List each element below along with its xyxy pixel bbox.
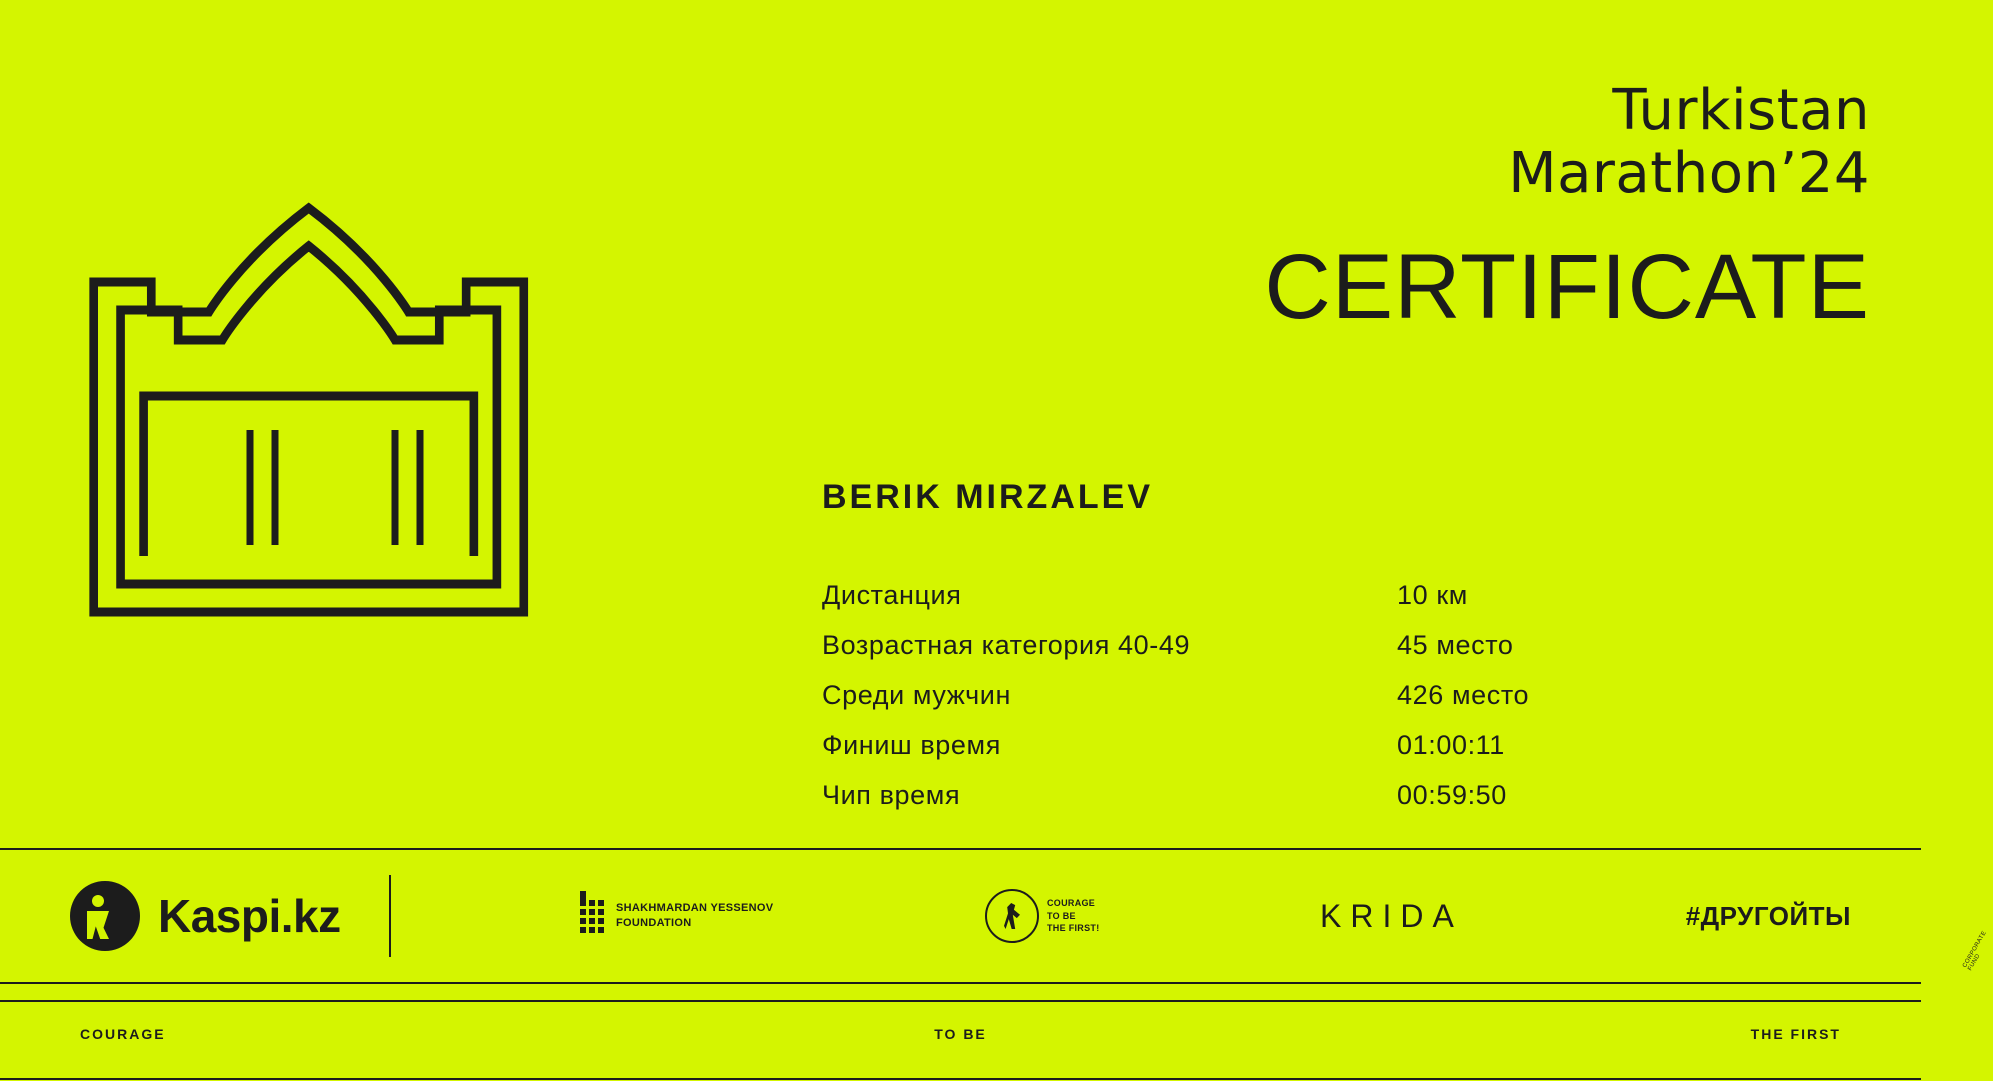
results-table: [822, 570, 1622, 820]
sponsor-bar: [0, 848, 1988, 984]
sponsor-yessenov-foundation: [580, 900, 773, 933]
result-label: Среди мужчин: [822, 680, 1011, 710]
sponsor-krida: KRIDA: [1320, 897, 1463, 934]
courage-fund-logo-icon: [985, 889, 1039, 943]
result-value: 00:59:50: [1397, 780, 1507, 810]
result-value: 01:00:11: [1397, 730, 1505, 760]
courage-fund-wordmark: [1047, 897, 1100, 935]
table-row: [822, 720, 1622, 770]
courage-line3: THE FIRST!: [1047, 923, 1100, 934]
table-row: [822, 670, 1622, 720]
certificate-heading-block: [800, 78, 1870, 339]
footer-center-text: TO BE: [934, 1026, 987, 1042]
yessenov-logo-icon: [580, 900, 604, 933]
result-value: 426 место: [1397, 680, 1530, 710]
courage-fund-curve-text: CORPORATE FUND: [1962, 930, 1988, 972]
yessenov-line2: FOUNDATION: [616, 917, 692, 929]
result-label: Возрастная категория 40-49: [822, 630, 1191, 660]
result-label: Чип время: [822, 780, 961, 810]
event-title: [800, 80, 1870, 205]
certificate-word: CERTIFICATE: [1264, 236, 1870, 339]
athlete-name: BERIK MIRZALEV: [822, 478, 1153, 516]
kaspi-logo-icon: [70, 881, 140, 951]
yessenov-wordmark: [616, 901, 773, 931]
footer-divider-bottom: [0, 1078, 1921, 1080]
result-label: Дистанция: [822, 580, 962, 610]
table-row: [822, 770, 1622, 820]
footer-right-text: THE FIRST: [1750, 1026, 1841, 1042]
table-row: [822, 620, 1622, 670]
sponsor-kaspi: [70, 881, 341, 951]
footer-divider-top: [0, 1000, 1921, 1002]
event-title-line1: Turkistan: [1612, 78, 1870, 143]
sponsor-divider: [389, 875, 391, 957]
courage-line1: COURAGE: [1047, 898, 1096, 909]
result-value: 45 место: [1397, 630, 1514, 660]
turkistan-mausoleum-icon: [60, 200, 580, 620]
table-row: [822, 570, 1622, 620]
kaspi-wordmark: Kaspi.kz: [158, 890, 341, 942]
footer-left-text: COURAGE: [80, 1026, 166, 1042]
event-title-line2: Marathon’24: [1508, 140, 1870, 206]
result-value: 10 км: [1397, 580, 1468, 610]
yessenov-line1: SHAKHMARDAN YESSENOV: [616, 902, 774, 915]
courage-line2: TO BE: [1047, 910, 1076, 921]
result-label: Финиш время: [822, 730, 1001, 760]
certificate-footer: [0, 1000, 1921, 1081]
sponsor-drugoity: #ДРУГОЙТЫ: [1685, 900, 1851, 931]
